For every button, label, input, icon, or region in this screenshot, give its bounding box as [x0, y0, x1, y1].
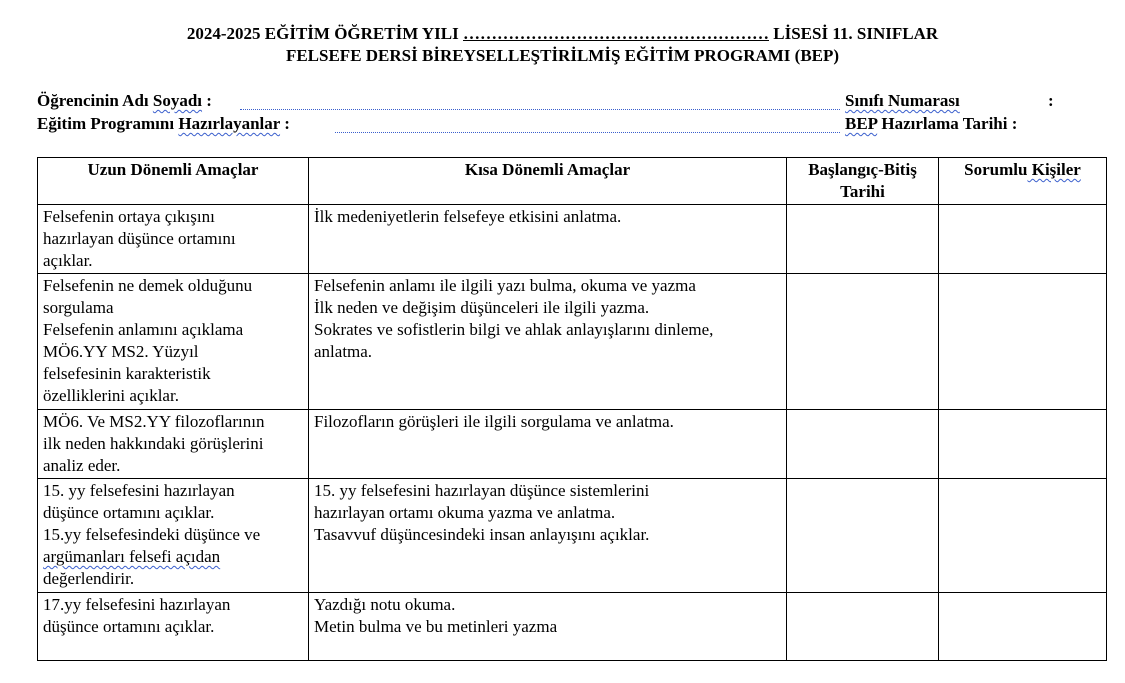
document-title-line2: FELSEFE DERSİ BİREYSELLEŞTİRİLMİŞ EĞİTİM PROGRAMI (BEP): [285, 46, 840, 65]
class-number-colon: :: [1048, 91, 1054, 110]
dates-cell[interactable]: [787, 479, 939, 593]
bep-date-label: BEP Hazırlama Tarihi :: [845, 114, 1018, 133]
short-term-cell: Felsefenin anlamı ile ilgili yazı bulma, okuma ve yazma İlk neden ve değişim düşünceleri ile ilgili yazma. Sokrates ve sofistlerin bilgi ve ahlak anlayışlarını dinleme, anlatma.: [309, 274, 787, 410]
preparer-label: Eğitim Programını Hazırlayanlar :: [37, 114, 290, 133]
long-term-cell: MÖ6. Ve MS2.YY filozoflarının ilk neden hakkındaki görüşlerini analiz eder.: [38, 410, 309, 479]
responsible-cell[interactable]: [939, 205, 1107, 274]
short-term-cell: Filozofların görüşleri ile ilgili sorgulama ve anlatma.: [309, 410, 787, 479]
long-term-cell: Felsefenin ortaya çıkışını hazırlayan düşünce ortamını açıklar.: [38, 205, 309, 274]
table-row: [38, 274, 1107, 410]
student-name-field[interactable]: [240, 109, 840, 110]
long-term-cell: Felsefenin ne demek olduğunu sorgulama Felsefenin anlamını açıklama MÖ6.YY MS2. Yüzyıl felsefesinin karakteristik özelliklerini açıklar.: [38, 274, 309, 410]
class-number-label: Sınıfı Numarası: [845, 91, 960, 110]
preparer-field[interactable]: [335, 132, 840, 133]
student-name-label: Öğrencinin Adı Soyadı :: [37, 91, 212, 110]
table-row: [38, 479, 1107, 593]
school-year: 2024-2025 EĞİTİM ÖĞRETİM YILI: [186, 24, 459, 43]
header-dates: Başlangıç-Bitiş Tarihi: [787, 158, 939, 205]
responsible-cell[interactable]: [939, 410, 1107, 479]
long-term-cell: 15. yy felsefesini hazırlayan düşünce ortamını açıklar. 15.yy felsefesindeki düşünce ve argümanları felsefi açıdan değerlendirir.: [38, 479, 309, 593]
school-name-blank[interactable]: ………………………………………………: [463, 24, 769, 43]
table-row: [38, 410, 1107, 479]
table-row: [38, 205, 1107, 274]
school-class: LİSESİ 11. SINIFLAR: [773, 24, 939, 43]
short-term-cell: 15. yy felsefesini hazırlayan düşünce sistemlerini hazırlayan ortamı okuma yazma ve anlatma. Tasavvuf düşüncesindeki insan anlayışını açıklar.: [309, 479, 787, 593]
responsible-cell[interactable]: [939, 593, 1107, 661]
short-term-cell: Yazdığı notu okuma. Metin bulma ve bu metinleri yazma: [309, 593, 787, 661]
short-term-cell: İlk medeniyetlerin felsefeye etkisini anlatma.: [309, 205, 787, 274]
long-term-cell: 17.yy felsefesini hazırlayan düşünce ortamını açıklar.: [38, 593, 309, 661]
header-long-term: Uzun Dönemli Amaçlar: [38, 158, 309, 205]
bep-table: [37, 157, 1107, 661]
table-row: [38, 593, 1107, 661]
responsible-cell[interactable]: [939, 479, 1107, 593]
header-short-term: Kısa Dönemli Amaçlar: [309, 158, 787, 205]
dates-cell[interactable]: [787, 410, 939, 479]
dates-cell[interactable]: [787, 205, 939, 274]
dates-cell[interactable]: [787, 593, 939, 661]
responsible-cell[interactable]: [939, 274, 1107, 410]
table-header-row: [38, 158, 1107, 205]
header-responsible: Sorumlu Kişiler: [939, 158, 1107, 205]
dates-cell[interactable]: [787, 274, 939, 410]
document-title-line1: [0, 23, 1125, 45]
